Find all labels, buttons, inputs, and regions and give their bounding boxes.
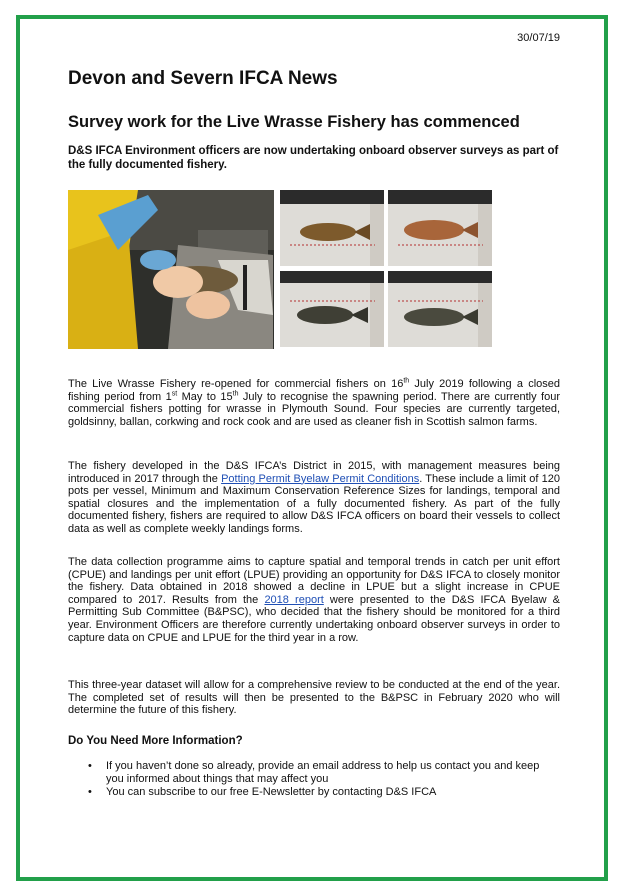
list-item: • You can subscribe to our free E-Newsletter by contacting D&S IFCA: [88, 786, 437, 799]
paragraph-three-year-dataset: This three-year dataset will allow for a comprehensive review to be conducted at the end of the year. The completed set of results will then be presented to the B&PSC in February 2020 who will determine the future of this fishery.: [68, 679, 560, 717]
photo-hands-measuring-fish: [68, 190, 274, 349]
info-heading: Do You Need More Information?: [68, 735, 243, 747]
photo-wrasse-1-graphic: [280, 190, 384, 266]
news-title: Devon and Severn IFCA News: [68, 68, 338, 89]
bullet-icon: •: [88, 786, 92, 799]
photo-wrasse-2-graphic: [388, 190, 492, 266]
photo-wrasse-1: [280, 190, 384, 266]
permit-conditions-link[interactable]: Potting Permit Byelaw Permit Conditions: [221, 472, 420, 485]
date: 30/07/19: [517, 32, 560, 44]
photo-wrasse-3: [280, 271, 384, 347]
photo-wrasse-4-graphic: [388, 271, 492, 347]
photo-wrasse-3-graphic: [280, 271, 384, 347]
report-2018-link[interactable]: 2018 report: [264, 593, 324, 606]
list-item: • If you haven’t done so already, provide an email address to help us contact you and keep you informed about things that may affect you: [88, 760, 540, 785]
photo-wrasse-4: [388, 271, 492, 347]
lede: D&S IFCA Environment officers are now undertaking onboard observer surveys as part of the fully documented fishery.: [68, 145, 559, 171]
photo-wrasse-2: [388, 190, 492, 266]
paragraph-management: The fishery developed in the D&S IFCA’s District in 2015, with management measures being introduced in 2017 through the Potting Permit Byelaw Permit Conditions. These include a limit of 120 pots per vessel, Minimum and Maximum Conservation Reference Sizes for landings, temporal and spatial closures and the implementation of a fully documented fishery. As part of the fully documented fishery, fishers are required to allow D&S IFCA officers on board their vessels to collect data as well as complete weekly landings forms.: [68, 460, 561, 535]
headline: Survey work for the Live Wrasse Fishery has commenced: [68, 113, 520, 131]
paragraph-data-collection: The data collection programme aims to capture spatial and temporal trends in catch per unit effort (CPUE) and landings per unit effort (LPUE) providing an opportunity for D&S IFCA to closely monitor the fishery. Data obtained in 2018 showed a decline in LPUE but a slight increase in CPUE compared to 2017. Results from the 2018 report were presented to the D&S IFCA Byelaw & Permitting Sub Committee (B&PSC), who decided that the fishery should be monitored for a third year. Environment Officers are therefore currently undertaking onboard observer surveys in order to capture data on CPUE and LPUE for the third year in a row.: [68, 556, 561, 644]
info-list: [68, 760, 560, 800]
photo-hands-measuring-fish-graphic: [68, 190, 274, 349]
paragraph-reopening: The Live Wrasse Fishery re-opened for commercial fishers on 16th July 2019 following a closed fishing period from 1st May to 15th July to recognise the spawning period. There are currently four commercial fishers potting for wrasse in Plymouth Sound. Four species are currently targeted, goldsinny, ballan, corkwing and rock cook and are used as cleaner fish in Scottish salmon farms.: [68, 377, 561, 428]
bullet-icon: •: [88, 760, 92, 772]
